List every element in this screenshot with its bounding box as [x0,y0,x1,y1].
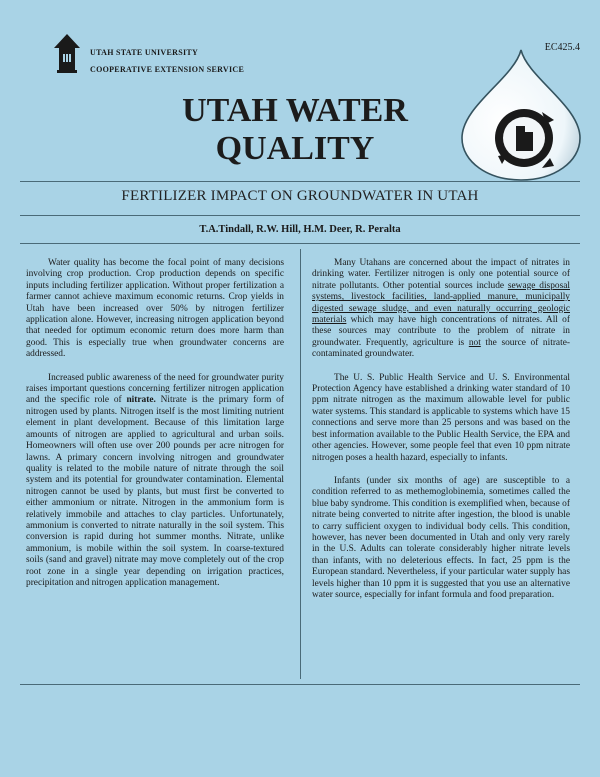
divider-subtitle [20,215,580,216]
authors: T.A.Tindall, R.W. Hill, H.M. Deer, R. Peralta [199,224,401,235]
right-paragraph-2: The U. S. Public Health Service and U. S. Environmental Protection Agency have established a drinking water standard of 10 ppm nitrate nitrogen as the maximum allowable level for public water systems. This standard is applicable to systems which have 15 connections and serve more than 25 persons and was based on the best information available to the Public Health Service, the EPA and other agencies. However, some people feel that even 10 ppm nitrate nitrogen poses a health hazard, especially to infants. [312,372,570,463]
divider-top [20,181,580,182]
title-line-2: QUALITY [215,130,375,167]
water-drop-utah-logo-icon [458,48,584,187]
org-line-1: UTAH STATE UNIVERSITY [90,48,199,57]
right-column [312,258,570,613]
usu-building-logo-icon [54,34,80,79]
left-paragraph-1: Water quality has become the focal point of many decisions involving crop production. Crop production depends on specific inputs including fertilizer application. Without proper fertilization a farmer cannot achieve maximum economic returns. Crop yields in Utah have been increased over 50% by nitrogen fertilizer application alone. However, increasing nitrogen application beyond that needed for optimum economic return does more harm than good. This is especially true when groundwater concerns are addressed. [26,258,284,360]
title-line-1: UTAH WATER [182,92,408,129]
right-paragraph-3: Infants (under six months of age) are susceptible to a condition referred to as methemoglobinemia, sometimes called the blue baby syndrome. This condition is exemplified when, because of nitrate being converted to nitrite after ingestion, the blood is unable to carry sufficient oxygen to individual body cells. This condition, however, has never been documented in Utah and only very rarely in the U.S. Adults can tolerate considerably higher nitrate levels than infants, with no deleterious effects. In fact, 25 ppm is the European standard. Nevertheless, if your particular water supply has levels higher than 10 ppm it is suggested that you use an alternative water source, especially for infant formula and food preparation. [312,475,570,600]
divider-bottom [20,684,580,685]
page-title [150,92,440,168]
org-line-2: COOPERATIVE EXTENSION SERVICE [90,65,245,74]
left-paragraph-2: Increased public awareness of the need for groundwater purity raises important questions concerning fertilizer nitrogen application and the specific role of nitrate. Nitrate is the primary form of nitrogen used by plants. Nitrogen itself is the most limiting nutrient element in plant development. Because of this limitation large amounts of nitrogen are applied to agricultural and urban soils. Homeowners will often use over 200 pounds per acre nitrogen for lawns. A primary concern involving nitrogen and groundwater quality is related to the mobile nature of nitrate through the soil system and its potential for groundwater contamination. Elemental nitrogen cannot be used by plants, but must first be converted to either ammonium or nitrate. Nitrogen in the ammonium form is relatively immobile and attaches to clay particles. Unfortunately, ammonium is converted to nitrate naturally in the soil system. This conversion is rapid during hot summer months. Nitrate, unlike ammonium, is mobile within the soil system. In coarse-textured soils (sand and gravel) nitrate may move completely out of the crop root zone in a single year depending on irrigation practices, precipitation and nitrogen application management. [26,372,284,588]
organization-name [90,44,244,78]
left-column [26,258,284,601]
sources-list: sewage disposal systems, livestock facilities, land-applied manure, municipally digested sewage sludge, and even naturally occurring geologic materials [312,280,570,326]
nitrate-term: nitrate. [126,395,156,406]
subtitle: FERTILIZER IMPACT ON GROUNDWATER IN UTAH [121,188,479,204]
column-divider [300,249,301,679]
not-emphasis: not [468,337,481,348]
document-number: EC425.4 [544,42,580,53]
divider-authors [20,243,580,244]
right-paragraph-1: Many Utahans are concerned about the impact of nitrates in drinking water. Fertilizer nitrogen is only one potential source of nitrate pollutants. Other potential sources include sewage disposal systems, livestock facilities, land-applied manure, municipally digested sewage sludge, and even naturally occurring geologic materials which may have high concentrations of nitrates. All of these sources may contribute to the problem of nitrate in groundwater. Frequently, agriculture is not the source of nitrate-contaminated groundwater. [312,258,570,360]
